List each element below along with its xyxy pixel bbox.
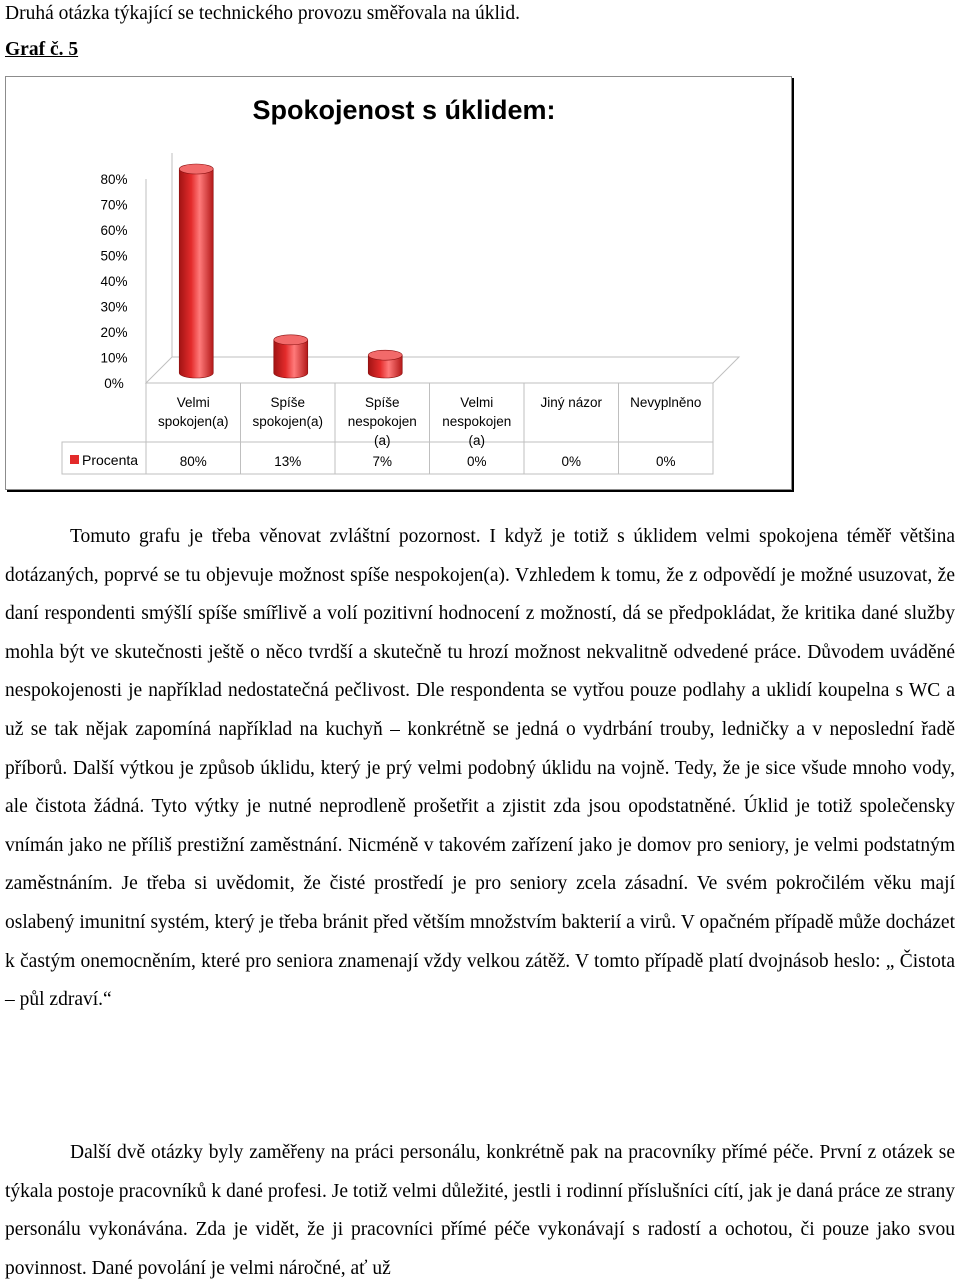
chart-title: Spokojenost s úklidem: bbox=[252, 95, 556, 125]
category-label: (a) bbox=[468, 433, 485, 448]
chart-floor bbox=[146, 357, 739, 383]
data-value-label: 0% bbox=[561, 454, 582, 469]
bar-top bbox=[368, 350, 402, 360]
data-value-label: 0% bbox=[466, 454, 487, 469]
y-tick-label: 30% bbox=[100, 299, 128, 315]
category-label: (a) bbox=[374, 433, 391, 448]
y-tick-label: 70% bbox=[100, 197, 128, 213]
y-tick-label: 80% bbox=[100, 172, 128, 187]
category-label: Velmi bbox=[176, 395, 210, 410]
paragraph-1: Tomuto grafu je třeba věnovat zvláštní pozornost. I když je totiž s úklidem velmi spokojena téměř většina dotázaných, poprvé se tu objevuje možnost spíše nespokojen(a). Vzhledem k tomu, že z odpovědí je možné usuzovat, že daní respondenti smýšlí spíše smířlivě a volí pozitivní hodnocení z možností, dá se předpokládat, že kritika dané služby mohla být ve skutečnosti ještě o něco tvrdší a skutečně tu hrozí možnost nekvalitně odvedené práce. Důvodem uváděné nespokojenosti je například nedostatečná pečlivost. Dle respondenta se vytřou pouze podlahy a uklidí koupelna s WC a už se tak nějak zapomíná například na kuchyň – konkrétně se jedná o vydrbání trouby, ledničky a v neposlední řadě příborů. Další výtkou je způsob úklidu, který je prý velmi podobný úklidu na vojně. Tedy, že je sice všude mnoho vody, ale čistota žádná. Tyto výtky je nutné neprodleně prošetřit a zjistit zda jsou opodstatněné. Úklid je totiž společensky vnímán jako ne příliš prestižní zaměstnání. Nicméně v takovém zařízení jako je domov pro seniory, je velmi podstatným zaměstnáním. Je třeba si uvědomit, že čisté prostředí je pro seniory zcela zásadní. Ve svém pokročilém věku mají oslabený imunitní systém, který je třeba bránit před větším množstvím bakterií a virů. V opačném případě může docházet k častým onemocněním, které pro seniora znamenají vždy velkou zátěž. V tomto případě platí dvojnásob heslo: „ Čistota – půl zdraví.“ bbox=[5, 526, 955, 1011]
data-value-label: 0% bbox=[655, 454, 676, 469]
data-value-label: 7% bbox=[372, 454, 393, 469]
data-value-label: 80% bbox=[179, 454, 207, 469]
category-label: nespokojen bbox=[347, 414, 417, 429]
paragraph-2: Další dvě otázky byly zaměřeny na práci personálu, konkrétně pak na pracovníky přímé péče. První z otázek se týkala postoje pracovníků k dané profesi. Je totiž velmi důležité, jestli i rodinní příslušníci cítí, jak je daná práce ze strany personálu vykonávána. Zda je vidět, že ji pracovníci přímé péče vykonávají s radostí a ochotou, či pouze jako svou povinnost. Dané povolání je velmi náročné, ať už bbox=[5, 1142, 955, 1279]
bar-top bbox=[274, 335, 308, 345]
legend-swatch bbox=[70, 455, 79, 464]
y-tick-label: 10% bbox=[100, 350, 128, 366]
category-label: nespokojen bbox=[442, 414, 512, 429]
y-tick-label: 50% bbox=[100, 248, 128, 264]
category-label: Velmi bbox=[460, 395, 494, 410]
data-value-label: 13% bbox=[274, 454, 302, 469]
legend-label: Procenta bbox=[82, 452, 139, 468]
category-label: spokojen(a) bbox=[252, 414, 324, 429]
category-label: spokojen(a) bbox=[157, 414, 229, 429]
bar-chart bbox=[6, 77, 791, 489]
graph-label: Graf č. 5 bbox=[5, 39, 79, 60]
y-tick-label: 40% bbox=[100, 274, 128, 289]
category-label: Nevyplněno bbox=[630, 395, 702, 410]
y-tick-label: 0% bbox=[104, 376, 124, 391]
back-wall bbox=[172, 153, 739, 357]
intro-sentence: Druhá otázka týkající se technického provozu směřovala na úklid. bbox=[5, 3, 520, 24]
y-tick-label: 20% bbox=[100, 325, 128, 340]
bar-top bbox=[179, 164, 213, 174]
category-label: Spíše bbox=[364, 395, 400, 410]
category-label: Jiný názor bbox=[540, 395, 603, 410]
y-tick-label: 60% bbox=[100, 223, 128, 238]
category-label: Spíše bbox=[270, 395, 306, 410]
bar bbox=[179, 169, 213, 378]
chart-frame bbox=[5, 76, 792, 490]
bar bbox=[274, 340, 308, 378]
